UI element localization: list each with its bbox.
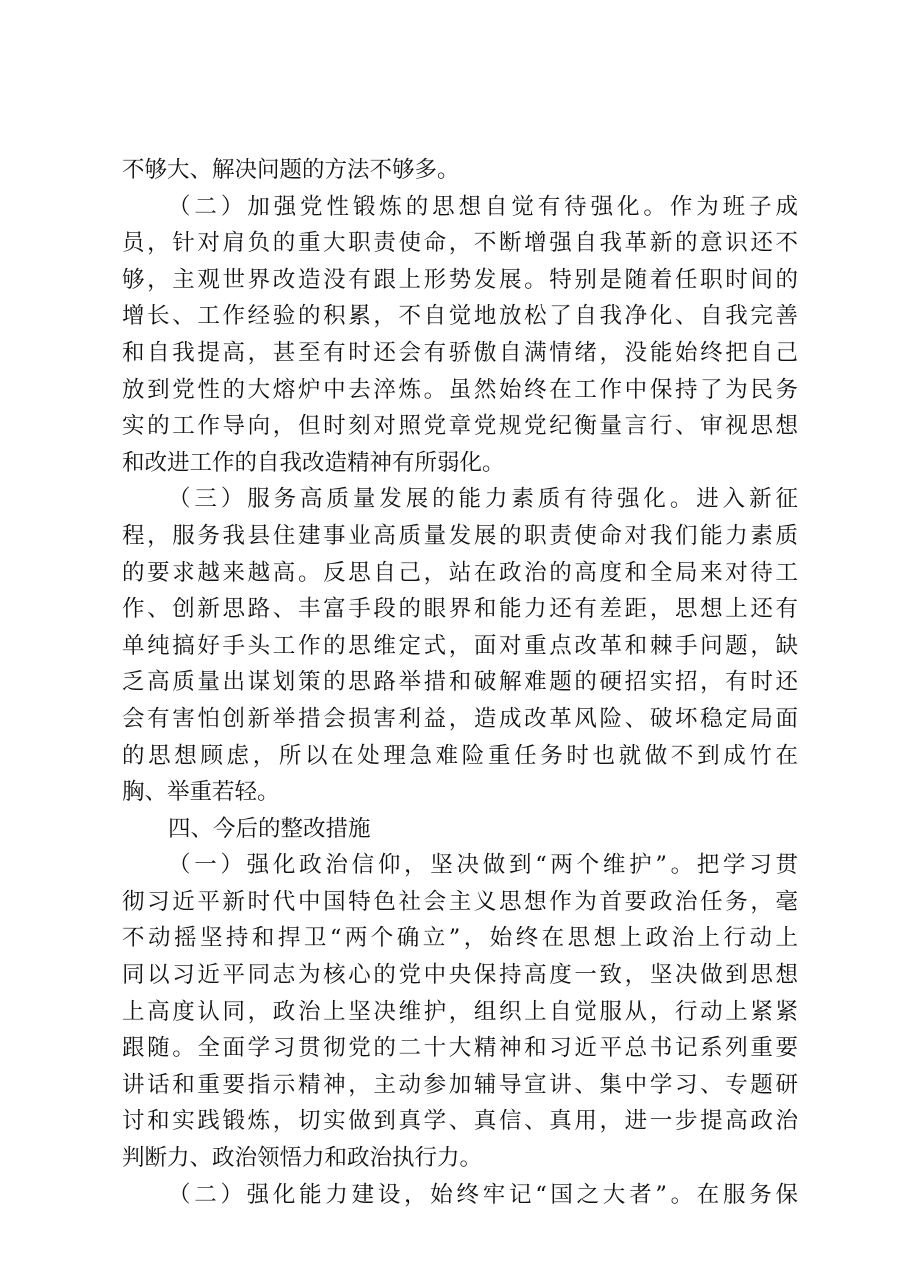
text-line: 程，服务我县住建事业高质量发展的职责使命对我们能力素质: [122, 522, 798, 549]
text-line: 彻习近平新时代中国特色社会主义思想作为首要政治任务，毫: [122, 888, 798, 915]
text-line: （二）加强党性锻炼的思想自觉有待强化。作为班子成: [168, 193, 798, 220]
text-line: 和改进工作的自我改造精神有所弱化。: [122, 449, 505, 476]
text-line: 和自我提高，甚至有时还会有骄傲自满情绪，没能始终把自己: [122, 339, 798, 366]
text-line: 讨和实践锻炼，切实做到真学、真信、真用，进一步提高政治: [122, 1108, 798, 1135]
text-line: 判断力、政治领悟力和政治执行力。: [122, 1145, 483, 1172]
text-line: 上高度认同，政治上坚决维护，组织上自觉服从，行动上紧紧: [122, 998, 798, 1025]
text-line: 作、创新思路、丰富手段的眼界和能力还有差距，思想上还有: [122, 596, 798, 623]
text-line: 会有害怕创新举措会损害利益，造成改革风险、破坏稳定局面: [122, 705, 798, 732]
text-line: 胸、举重若轻。: [122, 779, 280, 806]
text-line: 乏高质量出谋划策的思路举措和破解难题的硬招实招，有时还: [122, 669, 798, 696]
text-line: 放到党性的大熔炉中去淬炼。虽然始终在工作中保持了为民务: [122, 376, 798, 403]
text-line: 跟随。全面学习贯彻党的二十大精神和习近平总书记系列重要: [122, 1035, 798, 1062]
text-line: 四、今后的整改措施: [168, 815, 371, 842]
text-line: 不动摇坚持和捍卫“两个确立”，始终在思想上政治上行动上: [122, 925, 798, 952]
text-line: （三）服务高质量发展的能力素质有待强化。进入新征: [168, 486, 798, 513]
text-line: 实的工作导向，但时刻对照党章党规党纪衡量言行、审视思想: [122, 413, 798, 440]
text-line: 同以习近平同志为核心的党中央保持高度一致，坚决做到思想: [122, 962, 798, 989]
text-line: 单纯搞好手头工作的思维定式，面对重点改革和棘手问题，缺: [122, 632, 798, 659]
text-line: （二）强化能力建设，始终牢记“国之大者”。在服务保: [168, 1181, 798, 1208]
text-line: 的思想顾虑，所以在处理急难险重任务时也就做不到成竹在: [122, 742, 798, 769]
text-line: （一）强化政治信仰，坚决做到“两个维护”。把学习贯: [168, 852, 798, 879]
text-line: 讲话和重要指示精神，主动参加辅导宣讲、集中学习、专题研: [122, 1071, 798, 1098]
text-line: 增长、工作经验的积累，不自觉地放松了自我净化、自我完善: [122, 303, 798, 330]
document-body: [122, 152, 798, 1213]
text-line: 的要求越来越高。反思自己，站在政治的高度和全局来对待工: [122, 559, 798, 586]
text-line: 够，主观世界改造没有跟上形势发展。特别是随着任职时间的: [122, 266, 798, 293]
text-line: 不够大、解决问题的方法不够多。: [122, 157, 460, 183]
text-line: 员，针对肩负的重大职责使命，不断增强自我革新的意识还不: [122, 230, 798, 257]
